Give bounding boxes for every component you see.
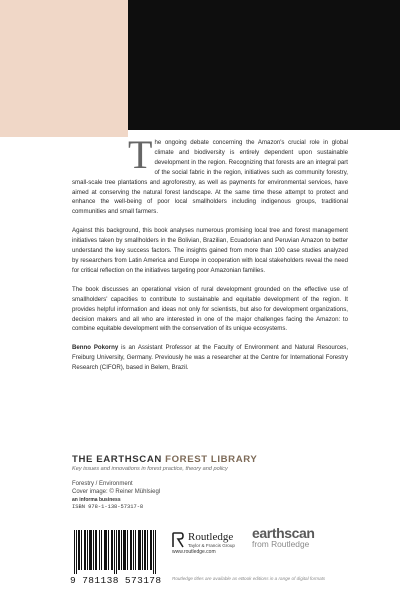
routledge-url: www.routledge.com: [172, 549, 216, 555]
earthscan-logo: [252, 525, 330, 565]
informa-tagline: an informa business: [72, 496, 121, 503]
author-name: Benno Pokorny: [72, 344, 119, 352]
series-title-pre: THE EARTHSCAN: [72, 454, 166, 465]
back-cover-text: [72, 132, 349, 382]
series-title-accent: FOREST LIBRARY: [165, 454, 258, 465]
ebook-note: Routledge titles are available as eBook editions in a range of digital formats: [172, 576, 326, 581]
black-color-block: [128, 0, 400, 130]
routledge-group: Taylor & Francis Group: [188, 543, 235, 548]
earthscan-word: earthscan: [252, 525, 315, 541]
routledge-logo: [172, 530, 252, 560]
author-bio-text: is an Assistant Professor at the Faculty of Environment and Natural Resources, Freiburg University, Germany. Previously he was a researcher at the Centre for International Forestry Research (CIFOR), based in Belem, Brazil.: [72, 344, 349, 372]
paragraph-intro-text: he ongoing debate concerning the Amazon's crucial role in global climate and biodiversity is entirely dependent upon sustainable development in the region. Recognizing that forests are an integral part of the social fabric in the region, initiatives such as community forestry, small-scale tree plantations and agroforestry, as well as payments for environmental services, have aimed at conserving the natural forest landscape. At the same time these attempt to protect and enhance the well-being of poor local smallholders including indigenous groups, traditional communities and small farmers.: [72, 139, 348, 216]
author-bio: [72, 343, 348, 373]
series-subtitle: Key issues and innovations in forest practice, theory and policy: [72, 466, 228, 472]
category: Forestry / Environment: [72, 481, 133, 487]
cover-image-credit: Cover image: © Reiner Mühlsiegl: [72, 489, 161, 496]
paragraph-intro: [72, 132, 348, 217]
barcode: [72, 530, 158, 574]
routledge-icon: [172, 532, 184, 548]
earthscan-from: from Routledge: [252, 539, 310, 549]
drop-cap: T: [128, 132, 153, 177]
paragraph-discussion: The book discusses an operational vision of rural development grounded on the effective use of smallholders' capacities to contribute to sustainable and equitable development of the region. It provides helpful information and ideas not only for scientists, but also for development organizations, decision makers and all who are interested in one of the major challenges facing the Amazon: to combine equitable development with the conservation of its unique ecosystems.: [72, 285, 348, 333]
routledge-name: Routledge: [188, 531, 234, 543]
paragraph-background: Against this background, this book analyses numerous promising local tree and forest management initiatives taken by smallholders in the Bolivian, Brazilian, Ecuadorian and Peruvian Amazon to better understand the key success factors. The insights gained from more than 100 case studies analyzed by researchers from Latin America and Europe in cooperation with local stakeholders reveal the need for critical reflection on the initiatives targeting poor Amazonian families.: [72, 227, 348, 274]
barcode-digits: 9 781138 573178: [70, 575, 162, 586]
series-title: [72, 454, 372, 465]
isbn: ISBN 978-1-138-57317-8: [72, 503, 144, 510]
series-info: [72, 454, 372, 510]
peach-color-block: [0, 0, 128, 137]
